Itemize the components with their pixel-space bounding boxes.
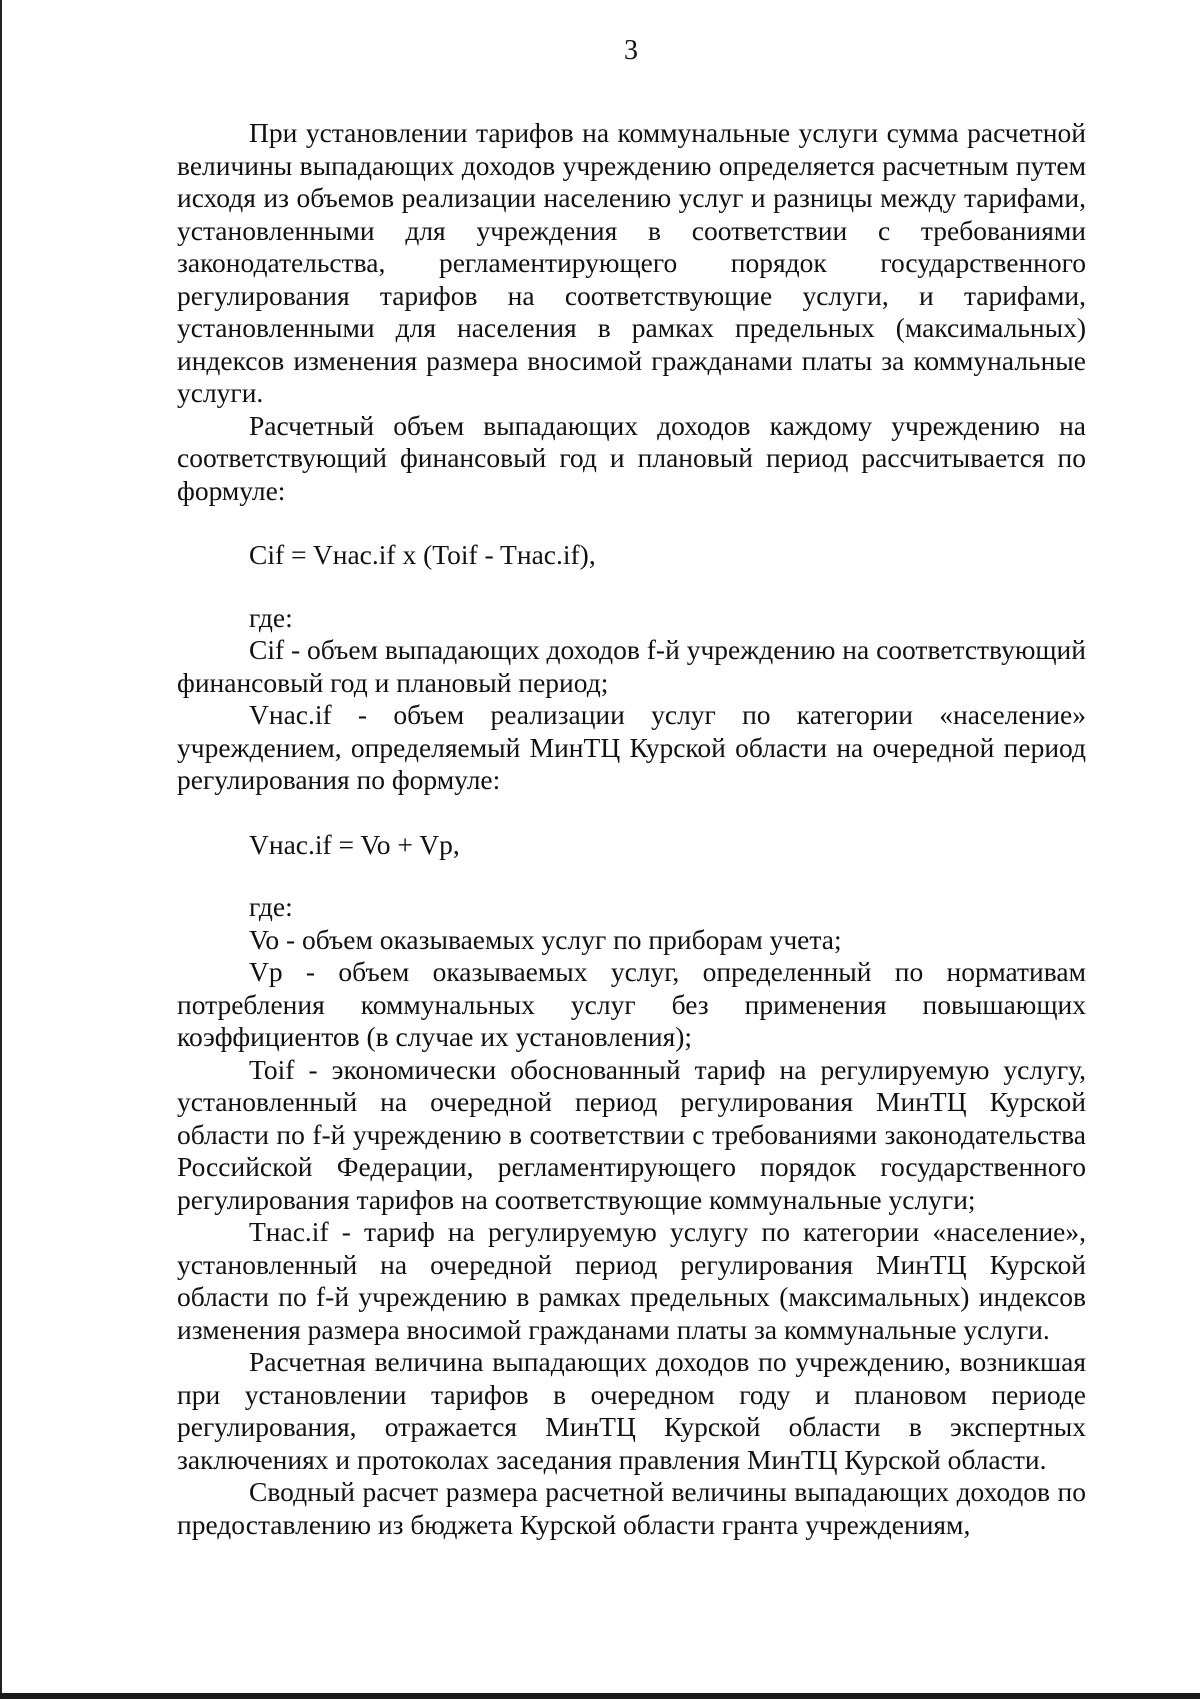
paragraph-summary-calc: Сводный расчет размера расчетной величины выпадающих доходов по предоставлению из бюджета Курской области гранта учреждениям, (177, 1476, 1086, 1540)
definition-tnas: Тнас.if - тариф на регулируемую услугу по категории «население», установленный на очередной период регулирования МинТЦ Курской области по f-й учреждению в рамках предельных (максимальных) индексов изменения размера вносимой гражданами платы за коммунальные услуги. (177, 1216, 1086, 1345)
scan-edge-left (0, 0, 2, 1699)
formula-vnas: Vнас.if = Vo + Vp, (249, 828, 460, 860)
where-label: где: (249, 891, 293, 922)
paragraph-calc-volume: Расчетный объем выпадающих доходов каждому учреждению на соответствующий финансовый год и плановый период рассчитывается по формуле: (177, 409, 1086, 506)
definition-vnas: Vнас.if - объем реализации услуг по категории «население» учреждением, определяемый МинТЦ Курской области на очередной период регулирования по формуле: (177, 699, 1086, 795)
definition-cif: Cif - объем выпадающих доходов f-й учреждению на соответствующий финансовый год и плановый период; (177, 634, 1086, 698)
definition-toif: Toif - экономически обоснованный тариф на регулируемую услугу, установленный на очередной период регулирования МинТЦ Курской области по f-й учреждению в соответствии с требованиями законодательства Российской Федерации, регламентирующего порядок государственного регулирования тарифов на соответствующие коммунальные услуги; (177, 1053, 1086, 1215)
page-number: 3 (624, 35, 638, 66)
definition-vo: Vo - объем оказываемых услуг по приборам учета; (249, 923, 842, 955)
where-label: где: (249, 601, 293, 633)
formula-cif: Cif = Vнас.if x (Toif - Tнас.if), (249, 539, 596, 570)
scan-edge-bottom (0, 1693, 1200, 1699)
paragraph-calculated-amount: Расчетная величина выпадающих доходов по учреждению, возникшая при установлении тарифов в очередном году и плановом периоде регулирования, отражается МинТЦ Курской области в экспертных заключениях и протоколах заседания правления МинТЦ Курской области. (177, 1346, 1086, 1475)
paragraph-tariff-intro: При установлении тарифов на коммунальные услуги сумма расчетной величины выпадающих доходов учреждению определяется расчетным путем исходя из объемов реализации населению услуг и разницы между тарифами, установленными для учреждения в соответствии с требованиями законодательства, регламентирующего порядок государственного регулирования тарифов на соответствующие услуги, и тарифами, установленными для населения в рамках предельных (максимальных) индексов изменения размера вносимой гражданами платы за коммунальные услуги. (177, 117, 1086, 408)
document-body (177, 117, 1086, 1541)
definition-vp: Vp - объем оказываемых услуг, определенный по нормативам потребления коммунальных услуг без применения повышающих коэффициентов (в случае их установления); (177, 956, 1086, 1052)
